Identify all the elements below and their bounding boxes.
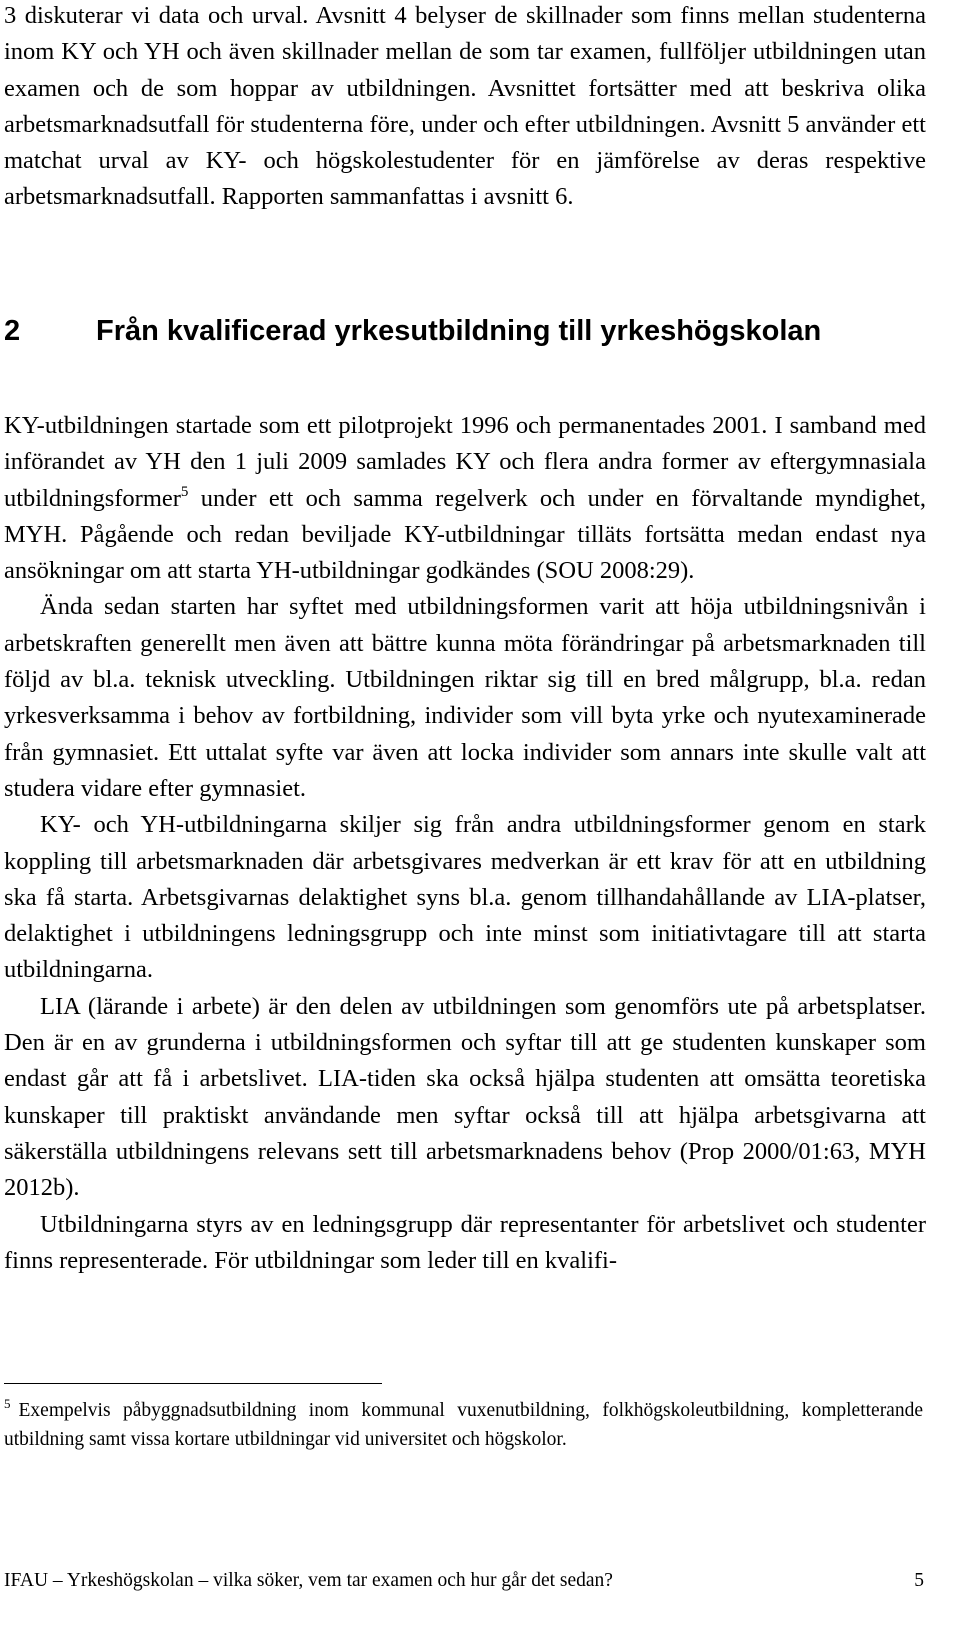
section-heading — [4, 312, 926, 351]
page-footer — [4, 1568, 924, 1594]
body-paragraph-1-continued: under ett och samma regelverk och under en förvaltande myndighet, MYH. Pågående och redan beviljade KY-utbildningar tilläts fortsätta medan endast nya ansökningar om att starta YH-utbildningar godkändes (SOU 2008:29). — [4, 484, 926, 585]
footnote-text: Exempelvis påbyggnadsutbildning inom kommunal vuxenutbildning, folkhögskoleutbildning, kompletterande utbildning samt vissa kortare utbildningar vid universitet och högskolor. — [4, 1400, 923, 1450]
footnote-reference: 5 — [180, 483, 189, 500]
footnote — [4, 1397, 923, 1454]
body-paragraph-2: Ända sedan starten har syftet med utbildningsformen varit att höja utbildningsnivån i arbetskraften generellt men även att bättre kunna möta förändringar på arbetsmarknaden till följd av bl.a. teknisk utveckling. Utbildningen riktar sig till en bred målgrupp, bl.a. redan yrkesverksamma i behov av fortbildning, individer som vill byta yrke och nyutexaminerade från gymnasiet. Ett uttalat syfte var även att locka individer som annars inte skulle valt att studera vidare efter gymnasiet. — [4, 593, 926, 802]
body-paragraph-1 — [4, 408, 926, 589]
body-paragraph-3: KY- och YH-utbildningarna skiljer sig från andra utbildningsformer genom en stark koppling till arbetsmarknaden där arbetsgivares medverkan är ett krav för att en utbildning ska få starta. Arbetsgivarnas delaktighet syns bl.a. genom tillhandahållande av LIA-platser, delaktighet i utbildningens ledningsgrupp och inte minst som initiativtagare till att starta utbildningarna. — [4, 811, 926, 984]
footnote-marker: 5 — [4, 1396, 11, 1411]
section-title: Från kvalificerad yrkesutbildning till yrkeshögskolan — [96, 315, 822, 347]
page-number: 5 — [914, 1570, 924, 1591]
body-paragraph-4: LIA (lärande i arbete) är den delen av utbildningen som genomförs ute på arbetsplatser. Den är en av grunderna i utbildningsformen och syftar till att ge studenten kunskaper som endast går att få i arbetslivet. LIA-tiden ska också hjälpa studenten att omsätta teoretiska kunskaper till praktiskt användande men syftar också till att hjälpa arbetsgivarna att säkerställa utbildningens relevans sett till arbetsmarknadens behov (Prop 2000/01:63, MYH 2012b). — [4, 992, 926, 1202]
intro-paragraph: 3 diskuterar vi data och urval. Avsnitt 4 belyser de skillnader som finns mellan studenterna inom KY och YH och även skillnader mellan de som tar examen, fullföljer utbildningen utan examen och de som hoppar av utbildningen. Avsnittet fortsätter med att beskriva olika arbetsmarknadsutfall för studenterna före, under och efter utbildningen. Avsnitt 5 använder ett matchat urval av KY- och högskolestudenter för en jämförelse av deras respektive arbetsmarknadsutfall. Rapporten sammanfattas i avsnitt 6. — [4, 2, 926, 211]
body-paragraph-5: Utbildningarna styrs av en ledningsgrupp där representanter för arbetslivet och studenter finns representerade. För utbildningar som leder till en kvalifi- — [4, 1210, 926, 1274]
body-paragraph-1-text: KY-utbildningen startade som ett pilotprojekt 1996 och permanentades 2001. I samband med införandet av YH den 1 juli 2009 samlades KY och flera andra former av eftergymnasiala utbildningsformer — [4, 412, 926, 512]
footnote-separator — [4, 1383, 382, 1384]
footer-running-title: IFAU – Yrkeshögskolan – vilka söker, vem tar examen och hur går det sedan? — [4, 1570, 613, 1591]
section-number: 2 — [4, 315, 21, 347]
section-body — [4, 408, 926, 1279]
